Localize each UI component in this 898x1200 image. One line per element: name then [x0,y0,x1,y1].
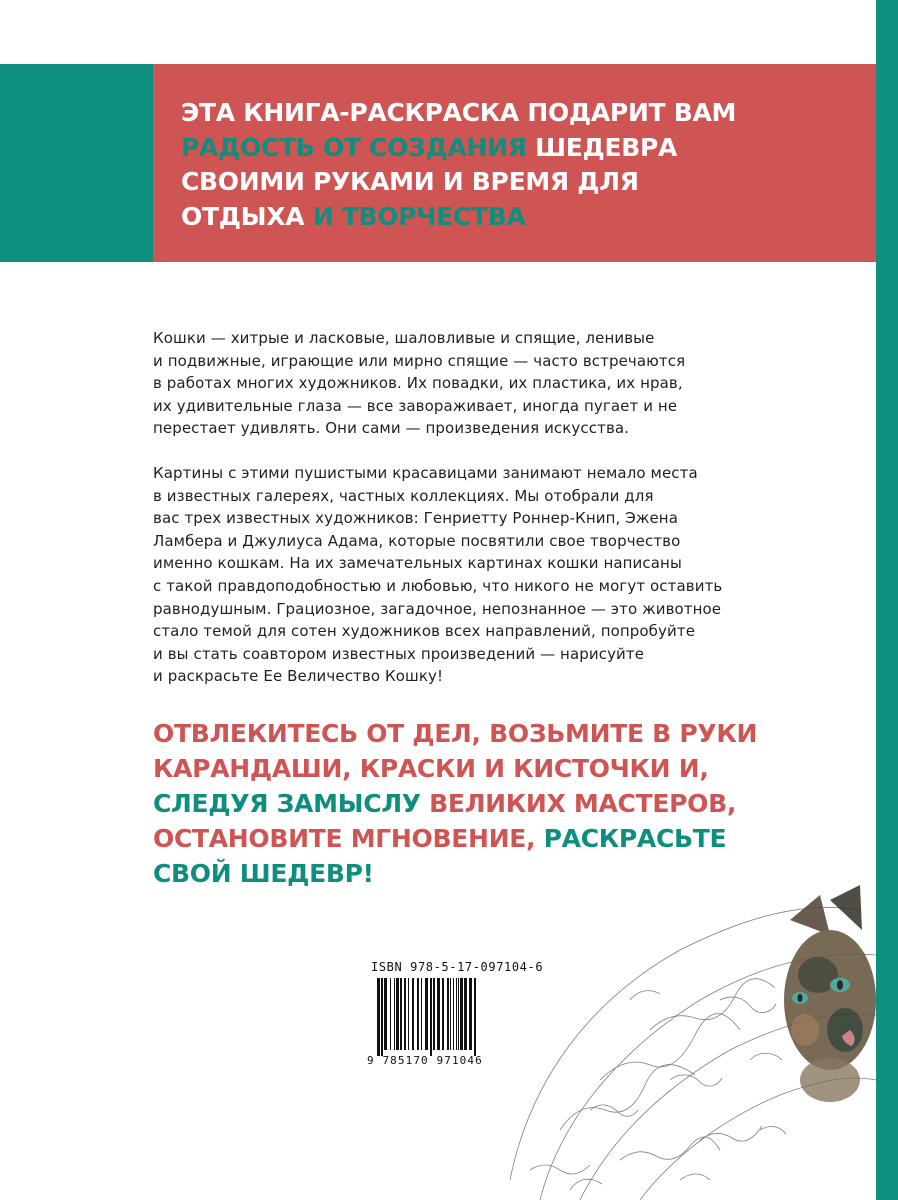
barcode-bar [417,978,419,1050]
paragraph-1-line: в работах многих художников. Их повадки, их пластика, их нрав, [153,374,683,393]
paragraph-1-line: Кошки — хитрые и ласковые, шаловливые и спящие, ленивые [153,329,655,347]
barcode-digits: 9 785170 971046 [367,1054,483,1067]
callout-line-4-start: ОСТАНОВИТЕ МГНОВЕНИЕ, [153,824,536,853]
barcode-bar [458,978,459,1050]
paragraph-2-line: и раскрасьте Ее Величество Кошку! [153,667,444,686]
paragraph-2-line: вас трех известных художников: Генриетту Роннер-Книп, Эжена [153,509,678,528]
cat-coloring-illustration [500,880,876,1200]
barcode-bar [394,978,395,1050]
barcode-bar [390,978,391,1050]
paragraph-2-line: именно кошкам. На их замечательных картинах кошки написаны [153,554,682,573]
paragraph-2-line: стало темой для сотен художников всех направлений, попробуйте [153,622,696,641]
paragraph-2-line: Ламбера и Джулиуса Адама, которые посвятили свое творчество [153,531,681,550]
headline-line-2-rest: ШЕДЕВРА [526,132,678,162]
paragraph-gap [153,440,753,462]
barcode-bar [408,978,409,1050]
paragraph-1-line: их удивительные глаза — все завораживает, иногда пугает и не [153,396,678,415]
barcode-bar [412,978,414,1050]
headline-accent-1: РАДОСТЬ ОТ СОЗДАНИЯ [181,132,527,162]
headline-line-1: ЭТА КНИГА-РАСКРАСКА ПОДАРИТ ВАМ [181,98,737,127]
barcode-bar [433,978,435,1050]
headline-line-4-start: ОТДЫХА [181,201,305,231]
callout-line-4 [153,821,853,856]
headline-accent-2: И ТВОРЧЕСТВА [304,201,526,231]
callout [153,716,853,891]
barcode-bar [447,978,449,1050]
barcode-bar [460,978,463,1050]
paragraph-2-line: с такой правдоподобностью и любовью, что никого не могут оставить [153,576,723,595]
barcode-bar [450,978,451,1050]
cat-head [784,885,876,1102]
callout-line-1: ОТВЛЕКИТЕСЬ ОТ ДЕЛ, ВОЗЬМИТЕ В РУКИ [153,719,758,748]
barcode-bar [469,978,472,1050]
isbn-label: ISBN 978-5-17-097104-6 [371,960,544,974]
barcode-bar [384,978,387,1050]
barcode-bar [456,978,457,1050]
barcode-bar [377,978,380,1056]
barcode-bar [437,978,440,1050]
barcode-bar [442,978,444,1050]
headline-line-4 [181,200,861,235]
callout-line-2: КАРАНДАШИ, КРАСКИ И КИСТОЧКИ И, [153,754,709,783]
callout-accent-2: РАСКРАСЬТЕ [535,824,727,853]
callout-line-3-rest: ВЕЛИКИХ МАСТЕРОВ, [420,789,737,818]
barcode [377,978,515,1056]
callout-line-3 [153,786,853,821]
headline-line-3: СВОИМИ РУКАМИ И ВРЕМЯ ДЛЯ [181,167,639,196]
paragraph-2-line: равнодушным. Грациозное, загадочное, непознанное — это животное [153,599,722,618]
barcode-bar [430,978,432,1056]
barcode-bar [421,978,422,1050]
barcode-bar [453,978,454,1050]
barcode-bar [464,978,467,1050]
callout-accent-3: СВОЙ ШЕДЕВР! [153,859,374,888]
barcode-bar [474,978,476,1056]
paragraph-2-line: в известных галереях, частных коллекциях. Мы отобрали для [153,486,654,505]
headline-line-2 [181,131,861,166]
callout-accent-1: СЛЕДУЯ ЗАМЫСЛУ [153,789,421,818]
barcode-bar [400,978,402,1050]
body-text [153,327,753,688]
headline [181,96,861,234]
paragraph-2-line: Картины с этими пушистыми красавицами занимают немало места [153,463,698,482]
barcode-bar [381,978,383,1056]
barcode-bar [425,978,428,1050]
barcode-panel [363,958,544,1072]
paragraph-1-line: и подвижные, играющие или мирно спящие — часто встречаются [153,351,686,370]
paragraph-2-line: и вы стать соавтором известных произведений — нарисуйте [153,644,645,663]
paragraph-1-line: перестает удивлять. Они сами — произведения искусства. [153,419,630,438]
barcode-bar [396,978,399,1050]
barcode-bar [404,978,406,1050]
